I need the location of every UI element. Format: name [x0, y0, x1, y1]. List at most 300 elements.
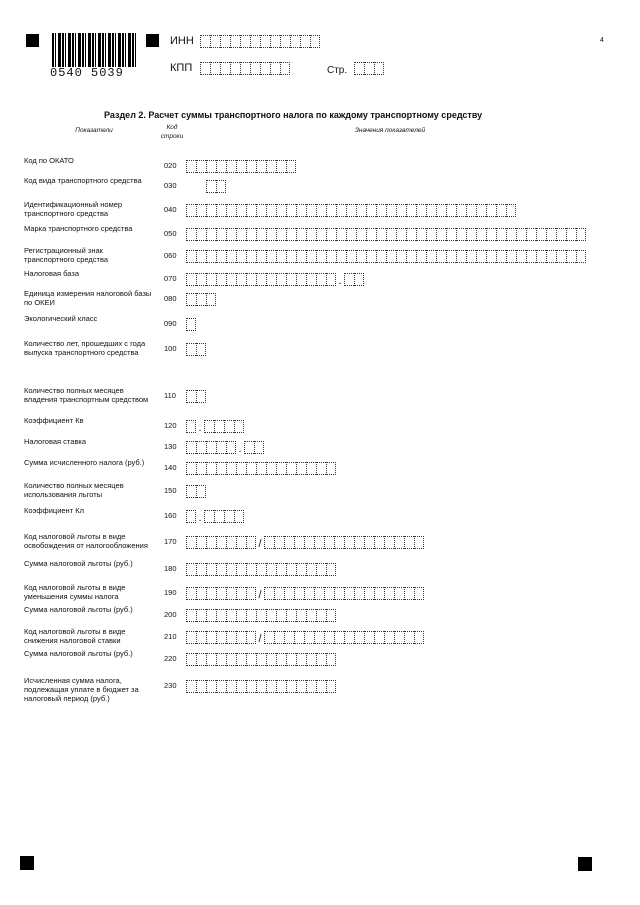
input-cell[interactable] — [280, 35, 290, 48]
input-cell[interactable] — [236, 680, 246, 693]
input-cell[interactable] — [276, 228, 286, 241]
input-cell[interactable] — [264, 631, 274, 644]
input-cell[interactable] — [286, 273, 296, 286]
input-cell[interactable] — [186, 680, 196, 693]
input-cell[interactable] — [316, 680, 326, 693]
input-cell[interactable] — [314, 587, 324, 600]
input-cell[interactable] — [314, 536, 324, 549]
input-cell[interactable] — [250, 35, 260, 48]
input-cell[interactable] — [274, 536, 284, 549]
input-cell[interactable] — [276, 160, 286, 173]
input-cell[interactable] — [526, 250, 536, 263]
input-cell[interactable] — [186, 441, 196, 454]
input-cell[interactable] — [366, 250, 376, 263]
input-cell[interactable] — [246, 653, 256, 666]
input-cell[interactable] — [316, 563, 326, 576]
input-cell[interactable] — [216, 462, 226, 475]
input-cell[interactable] — [196, 228, 206, 241]
input-cell[interactable] — [274, 587, 284, 600]
input-cell[interactable] — [204, 420, 214, 433]
input-cell[interactable] — [246, 160, 256, 173]
input-cell[interactable] — [394, 536, 404, 549]
input-cell[interactable] — [206, 462, 216, 475]
input-cell[interactable] — [384, 631, 394, 644]
input-cell[interactable] — [446, 228, 456, 241]
input-cell[interactable] — [356, 204, 366, 217]
input-cell[interactable] — [276, 563, 286, 576]
input-cell[interactable] — [276, 462, 286, 475]
input-cell[interactable] — [236, 250, 246, 263]
row-input-cells[interactable] — [186, 441, 264, 454]
input-cell[interactable] — [186, 485, 196, 498]
input-cell[interactable] — [236, 587, 246, 600]
page-input-cells[interactable] — [354, 62, 384, 75]
input-cell[interactable] — [284, 631, 294, 644]
input-cell[interactable] — [386, 204, 396, 217]
input-cell[interactable] — [216, 204, 226, 217]
input-cell[interactable] — [296, 204, 306, 217]
input-cell[interactable] — [356, 250, 366, 263]
input-cell[interactable] — [286, 680, 296, 693]
input-cell[interactable] — [516, 250, 526, 263]
input-cell[interactable] — [436, 204, 446, 217]
input-cell[interactable] — [216, 160, 226, 173]
input-cell[interactable] — [186, 204, 196, 217]
input-cell[interactable] — [496, 228, 506, 241]
input-cell[interactable] — [226, 250, 236, 263]
input-cell[interactable] — [186, 420, 196, 433]
input-cell[interactable] — [334, 587, 344, 600]
input-cell[interactable] — [196, 204, 206, 217]
input-cell[interactable] — [226, 653, 236, 666]
input-cell[interactable] — [204, 510, 214, 523]
input-cell[interactable] — [186, 510, 196, 523]
input-cell[interactable] — [276, 204, 286, 217]
input-cell[interactable] — [346, 228, 356, 241]
input-cell[interactable] — [256, 228, 266, 241]
input-cell[interactable] — [186, 587, 196, 600]
row-input-cells[interactable] — [186, 587, 424, 600]
input-cell[interactable] — [324, 536, 334, 549]
row-input-cells[interactable] — [186, 510, 244, 523]
input-cell[interactable] — [326, 462, 336, 475]
input-cell[interactable] — [306, 204, 316, 217]
input-cell[interactable] — [206, 631, 216, 644]
input-cell[interactable] — [324, 587, 334, 600]
input-cell[interactable] — [214, 510, 224, 523]
input-cell[interactable] — [316, 653, 326, 666]
input-cell[interactable] — [234, 510, 244, 523]
input-cell[interactable] — [236, 204, 246, 217]
input-cell[interactable] — [236, 536, 246, 549]
row-input-cells[interactable] — [186, 631, 424, 644]
input-cell[interactable] — [374, 536, 384, 549]
row-input-cells[interactable] — [186, 318, 196, 331]
input-cell[interactable] — [306, 653, 316, 666]
input-cell[interactable] — [346, 250, 356, 263]
input-cell[interactable] — [366, 204, 376, 217]
input-cell[interactable] — [276, 653, 286, 666]
input-cell[interactable] — [336, 204, 346, 217]
input-cell[interactable] — [354, 587, 364, 600]
input-cell[interactable] — [306, 680, 316, 693]
input-cell[interactable] — [396, 228, 406, 241]
input-cell[interactable] — [316, 228, 326, 241]
input-cell[interactable] — [386, 250, 396, 263]
input-cell[interactable] — [250, 62, 260, 75]
input-cell[interactable] — [206, 250, 216, 263]
input-cell[interactable] — [236, 609, 246, 622]
row-input-cells[interactable] — [186, 228, 586, 241]
input-cell[interactable] — [306, 563, 316, 576]
input-cell[interactable] — [296, 250, 306, 263]
input-cell[interactable] — [334, 536, 344, 549]
input-cell[interactable] — [226, 160, 236, 173]
input-cell[interactable] — [186, 250, 196, 263]
input-cell[interactable] — [196, 273, 206, 286]
input-cell[interactable] — [476, 250, 486, 263]
input-cell[interactable] — [284, 536, 294, 549]
input-cell[interactable] — [206, 563, 216, 576]
input-cell[interactable] — [456, 204, 466, 217]
input-cell[interactable] — [310, 35, 320, 48]
input-cell[interactable] — [214, 420, 224, 433]
input-cell[interactable] — [196, 680, 206, 693]
input-cell[interactable] — [240, 35, 250, 48]
input-cell[interactable] — [404, 631, 414, 644]
input-cell[interactable] — [300, 35, 310, 48]
input-cell[interactable] — [196, 563, 206, 576]
row-input-cells[interactable] — [186, 180, 226, 193]
input-cell[interactable] — [230, 35, 240, 48]
input-cell[interactable] — [414, 536, 424, 549]
input-cell[interactable] — [384, 536, 394, 549]
input-cell[interactable] — [316, 462, 326, 475]
input-cell[interactable] — [354, 273, 364, 286]
input-cell[interactable] — [344, 587, 354, 600]
input-cell[interactable] — [364, 536, 374, 549]
input-cell[interactable] — [230, 62, 240, 75]
input-cell[interactable] — [336, 250, 346, 263]
input-cell[interactable] — [316, 204, 326, 217]
input-cell[interactable] — [406, 228, 416, 241]
input-cell[interactable] — [246, 609, 256, 622]
input-cell[interactable] — [186, 563, 196, 576]
input-cell[interactable] — [306, 273, 316, 286]
input-cell[interactable] — [246, 587, 256, 600]
input-cell[interactable] — [326, 204, 336, 217]
input-cell[interactable] — [216, 587, 226, 600]
input-cell[interactable] — [206, 536, 216, 549]
input-cell[interactable] — [486, 250, 496, 263]
input-cell[interactable] — [256, 462, 266, 475]
input-cell[interactable] — [304, 536, 314, 549]
input-cell[interactable] — [316, 273, 326, 286]
input-cell[interactable] — [266, 160, 276, 173]
input-cell[interactable] — [216, 653, 226, 666]
input-cell[interactable] — [266, 228, 276, 241]
input-cell[interactable] — [344, 273, 354, 286]
input-cell[interactable] — [196, 485, 206, 498]
input-cell[interactable] — [196, 653, 206, 666]
input-cell[interactable] — [286, 250, 296, 263]
input-cell[interactable] — [506, 204, 516, 217]
input-cell[interactable] — [256, 609, 266, 622]
input-cell[interactable] — [296, 653, 306, 666]
input-cell[interactable] — [266, 250, 276, 263]
input-cell[interactable] — [236, 563, 246, 576]
input-cell[interactable] — [344, 536, 354, 549]
input-cell[interactable] — [266, 609, 276, 622]
row-input-cells[interactable] — [186, 680, 336, 693]
input-cell[interactable] — [256, 204, 266, 217]
row-input-cells[interactable] — [186, 536, 424, 549]
input-cell[interactable] — [246, 462, 256, 475]
input-cell[interactable] — [226, 273, 236, 286]
input-cell[interactable] — [286, 653, 296, 666]
input-cell[interactable] — [246, 204, 256, 217]
input-cell[interactable] — [186, 653, 196, 666]
input-cell[interactable] — [240, 62, 250, 75]
row-input-cells[interactable] — [186, 160, 296, 173]
input-cell[interactable] — [186, 343, 196, 356]
input-cell[interactable] — [526, 228, 536, 241]
input-cell[interactable] — [394, 587, 404, 600]
input-cell[interactable] — [314, 631, 324, 644]
input-cell[interactable] — [246, 228, 256, 241]
input-cell[interactable] — [224, 510, 234, 523]
input-cell[interactable] — [256, 160, 266, 173]
input-cell[interactable] — [186, 609, 196, 622]
input-cell[interactable] — [270, 62, 280, 75]
input-cell[interactable] — [220, 35, 230, 48]
input-cell[interactable] — [226, 563, 236, 576]
input-cell[interactable] — [374, 587, 384, 600]
input-cell[interactable] — [226, 441, 236, 454]
input-cell[interactable] — [236, 273, 246, 286]
input-cell[interactable] — [334, 631, 344, 644]
input-cell[interactable] — [206, 441, 216, 454]
input-cell[interactable] — [286, 462, 296, 475]
input-cell[interactable] — [246, 273, 256, 286]
input-cell[interactable] — [226, 462, 236, 475]
input-cell[interactable] — [576, 228, 586, 241]
input-cell[interactable] — [186, 536, 196, 549]
input-cell[interactable] — [226, 609, 236, 622]
input-cell[interactable] — [466, 250, 476, 263]
input-cell[interactable] — [196, 293, 206, 306]
input-cell[interactable] — [216, 180, 226, 193]
input-cell[interactable] — [256, 563, 266, 576]
input-cell[interactable] — [206, 609, 216, 622]
input-cell[interactable] — [404, 587, 414, 600]
input-cell[interactable] — [196, 441, 206, 454]
input-cell[interactable] — [324, 631, 334, 644]
row-input-cells[interactable] — [186, 420, 244, 433]
input-cell[interactable] — [260, 35, 270, 48]
input-cell[interactable] — [264, 587, 274, 600]
input-cell[interactable] — [426, 250, 436, 263]
input-cell[interactable] — [496, 250, 506, 263]
row-input-cells[interactable] — [186, 293, 216, 306]
input-cell[interactable] — [426, 204, 436, 217]
input-cell[interactable] — [414, 587, 424, 600]
input-cell[interactable] — [546, 228, 556, 241]
row-input-cells[interactable] — [186, 609, 336, 622]
input-cell[interactable] — [220, 62, 230, 75]
input-cell[interactable] — [264, 536, 274, 549]
input-cell[interactable] — [516, 228, 526, 241]
input-cell[interactable] — [196, 390, 206, 403]
input-cell[interactable] — [396, 204, 406, 217]
input-cell[interactable] — [236, 653, 246, 666]
input-cell[interactable] — [216, 631, 226, 644]
input-cell[interactable] — [276, 250, 286, 263]
input-cell[interactable] — [210, 62, 220, 75]
input-cell[interactable] — [206, 160, 216, 173]
input-cell[interactable] — [280, 62, 290, 75]
input-cell[interactable] — [296, 563, 306, 576]
input-cell[interactable] — [436, 228, 446, 241]
input-cell[interactable] — [256, 680, 266, 693]
input-cell[interactable] — [566, 228, 576, 241]
input-cell[interactable] — [376, 228, 386, 241]
input-cell[interactable] — [326, 653, 336, 666]
input-cell[interactable] — [226, 228, 236, 241]
input-cell[interactable] — [376, 250, 386, 263]
input-cell[interactable] — [366, 228, 376, 241]
input-cell[interactable] — [416, 228, 426, 241]
input-cell[interactable] — [344, 631, 354, 644]
input-cell[interactable] — [216, 228, 226, 241]
input-cell[interactable] — [296, 609, 306, 622]
input-cell[interactable] — [224, 420, 234, 433]
input-cell[interactable] — [354, 631, 364, 644]
row-input-cells[interactable] — [186, 343, 206, 356]
input-cell[interactable] — [226, 536, 236, 549]
input-cell[interactable] — [336, 228, 346, 241]
input-cell[interactable] — [246, 563, 256, 576]
input-cell[interactable] — [216, 441, 226, 454]
input-cell[interactable] — [256, 653, 266, 666]
row-input-cells[interactable] — [186, 653, 336, 666]
input-cell[interactable] — [396, 250, 406, 263]
input-cell[interactable] — [306, 462, 316, 475]
input-cell[interactable] — [364, 631, 374, 644]
input-cell[interactable] — [186, 228, 196, 241]
input-cell[interactable] — [386, 228, 396, 241]
input-cell[interactable] — [226, 204, 236, 217]
input-cell[interactable] — [226, 587, 236, 600]
input-cell[interactable] — [576, 250, 586, 263]
input-cell[interactable] — [286, 563, 296, 576]
row-input-cells[interactable] — [186, 204, 516, 217]
input-cell[interactable] — [186, 318, 196, 331]
row-input-cells[interactable] — [186, 250, 586, 263]
input-cell[interactable] — [236, 631, 246, 644]
input-cell[interactable] — [186, 631, 196, 644]
input-cell[interactable] — [270, 35, 280, 48]
input-cell[interactable] — [296, 228, 306, 241]
input-cell[interactable] — [436, 250, 446, 263]
input-cell[interactable] — [266, 563, 276, 576]
input-cell[interactable] — [254, 441, 264, 454]
input-cell[interactable] — [266, 462, 276, 475]
input-cell[interactable] — [556, 228, 566, 241]
input-cell[interactable] — [364, 62, 374, 75]
input-cell[interactable] — [260, 62, 270, 75]
input-cell[interactable] — [414, 631, 424, 644]
input-cell[interactable] — [206, 228, 216, 241]
input-cell[interactable] — [216, 536, 226, 549]
input-cell[interactable] — [556, 250, 566, 263]
input-cell[interactable] — [326, 250, 336, 263]
input-cell[interactable] — [354, 62, 364, 75]
input-cell[interactable] — [346, 204, 356, 217]
input-cell[interactable] — [276, 609, 286, 622]
input-cell[interactable] — [276, 680, 286, 693]
input-cell[interactable] — [206, 180, 216, 193]
input-cell[interactable] — [226, 631, 236, 644]
input-cell[interactable] — [406, 250, 416, 263]
input-cell[interactable] — [374, 62, 384, 75]
input-cell[interactable] — [326, 609, 336, 622]
input-cell[interactable] — [306, 609, 316, 622]
input-cell[interactable] — [206, 587, 216, 600]
input-cell[interactable] — [266, 653, 276, 666]
input-cell[interactable] — [384, 587, 394, 600]
input-cell[interactable] — [326, 228, 336, 241]
input-cell[interactable] — [286, 609, 296, 622]
input-cell[interactable] — [256, 273, 266, 286]
input-cell[interactable] — [196, 250, 206, 263]
input-cell[interactable] — [196, 631, 206, 644]
row-input-cells[interactable] — [186, 485, 206, 498]
input-cell[interactable] — [364, 587, 374, 600]
input-cell[interactable] — [456, 228, 466, 241]
input-cell[interactable] — [236, 228, 246, 241]
input-cell[interactable] — [244, 441, 254, 454]
input-cell[interactable] — [286, 204, 296, 217]
input-cell[interactable] — [206, 293, 216, 306]
input-cell[interactable] — [486, 204, 496, 217]
kpp-input-cells[interactable] — [200, 62, 290, 75]
input-cell[interactable] — [294, 587, 304, 600]
input-cell[interactable] — [316, 250, 326, 263]
input-cell[interactable] — [374, 631, 384, 644]
input-cell[interactable] — [206, 204, 216, 217]
input-cell[interactable] — [406, 204, 416, 217]
input-cell[interactable] — [294, 536, 304, 549]
input-cell[interactable] — [210, 35, 220, 48]
input-cell[interactable] — [206, 273, 216, 286]
input-cell[interactable] — [266, 273, 276, 286]
input-cell[interactable] — [216, 273, 226, 286]
input-cell[interactable] — [296, 462, 306, 475]
input-cell[interactable] — [216, 680, 226, 693]
row-input-cells[interactable] — [186, 563, 336, 576]
input-cell[interactable] — [246, 250, 256, 263]
input-cell[interactable] — [206, 680, 216, 693]
input-cell[interactable] — [506, 228, 516, 241]
input-cell[interactable] — [486, 228, 496, 241]
input-cell[interactable] — [186, 462, 196, 475]
input-cell[interactable] — [206, 653, 216, 666]
input-cell[interactable] — [286, 228, 296, 241]
input-cell[interactable] — [196, 462, 206, 475]
input-cell[interactable] — [186, 160, 196, 173]
input-cell[interactable] — [536, 250, 546, 263]
